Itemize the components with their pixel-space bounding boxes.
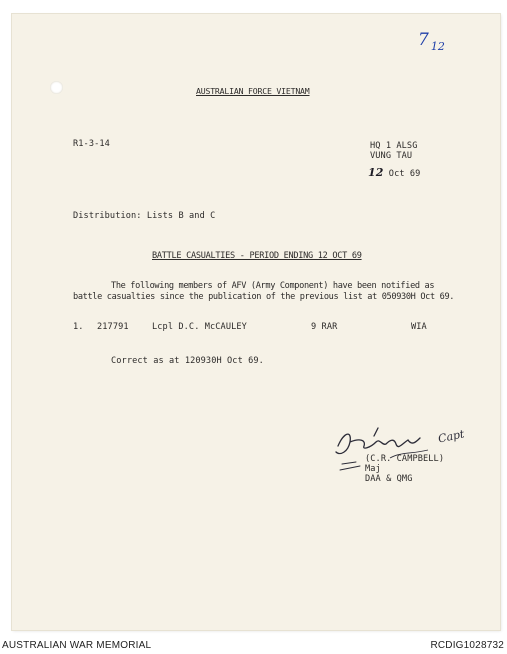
signature-title: Capt (436, 427, 466, 446)
handwritten-date-day: 12 (368, 166, 384, 179)
casualty-service-number: 217791 (97, 322, 129, 332)
punch-hole (50, 81, 63, 94)
reference-number: R1-3-14 (73, 139, 110, 149)
intro-line-2: battle casualties since the publication of the previous list at 050930H Oct 69. (73, 292, 455, 302)
report-title: BATTLE CASUALTIES - PERIOD ENDING 12 OCT 69 (152, 251, 362, 261)
intro-line-1: The following members of AFV (Army Component) have been notified as (111, 281, 435, 291)
casualty-unit: 9 RAR (311, 322, 338, 332)
document-date (368, 166, 420, 179)
location: VUNG TAU (370, 151, 413, 161)
casualty-rank-name: Lcpl D.C. McCAULEY (152, 322, 247, 332)
correct-as-at: Correct as at 120930H Oct 69. (111, 356, 264, 366)
unit-heading: HQ 1 ALSG (370, 141, 418, 151)
distribution-line: Distribution: Lists B and C (73, 211, 216, 221)
signatory-role: DAA & QMG (365, 474, 413, 484)
footer-source: AUSTRALIAN WAR MEMORIAL (2, 640, 152, 651)
date-month-year: Oct 69 (388, 169, 421, 179)
folio-main: 7 (418, 30, 429, 50)
footer-id: RCDIG1028732 (430, 640, 504, 651)
document-heading: AUSTRALIAN FORCE VIETNAM (196, 86, 310, 96)
casualty-item-number: 1. (73, 322, 84, 332)
signatory-rank: Maj (365, 464, 381, 474)
casualty-status: WIA (411, 322, 427, 332)
folio-sub: 12 (430, 40, 445, 53)
folio-number (418, 30, 445, 53)
signatory-name: (C.R. CAMPBELL) (365, 454, 445, 464)
